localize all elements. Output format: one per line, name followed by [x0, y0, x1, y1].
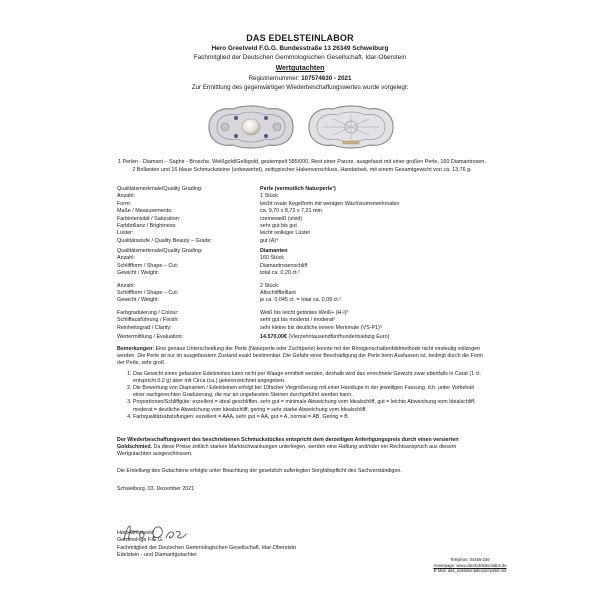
pearl-row [117, 216, 507, 223]
pearl-label: Farbbrillanz / Brightness: [117, 223, 177, 230]
pearl-value: leicht wolkiger Lüster [260, 230, 311, 237]
pearl-value: cremeweiß (vivid) [260, 215, 303, 222]
pearl-heading-value: Perle (vermutlich Naturperle¹) [260, 186, 336, 192]
diligence-statement: Die Erstellung des Gutachtens erfolgte unter Beachtung der gesetzlich auferlegten Sorgfaltspflicht des Sachverständigen. [117, 468, 402, 474]
footnote-item: 1. Das Gewicht eines gefassten Edelsteines kann nicht per Waage ermittelt werden, deshalb wird das errechnete Gewicht zwar ebenfalls in Carat (1 ct. entspricht 0,2 g) aber mit Circa (ca.) gekennzeichnet angegeben. [133, 371, 487, 385]
diamond-rose-row [117, 263, 507, 270]
diamond-quality-rows [117, 310, 507, 332]
replacement-statement-rest: Da diese Preise zeitlich starken Marktschwankungen unterliegen, werden eine Haftung und/oder ein Rechtsanspruch aus diesem Wertgutachten ausgeschlossen. [117, 444, 457, 458]
document-title: Wertgutachten [275, 65, 325, 72]
pearl-label: Farbintensität / Saturation: [117, 215, 181, 222]
diamond-rose-rows [117, 255, 507, 277]
pearl-label: Anzahl: [117, 193, 135, 200]
diamond-heading-value: Diamanten [260, 248, 288, 254]
brooch-photo-front [203, 103, 299, 151]
item-description: 1 Perlen - Diamant – Saphir - Brosche, Weißgold/Gelbgold, gestempelt 585/000, Rest einer Parure, ausgefasst mit einer großen Perle, 160 Diamantrosen, 2 Brillanten und 16 blaue Schmucksteine (unbewertet), zeittypischer Hakenverschluss, Handarbeit, mit einem Gesamtgewicht von ca. 13,76 g. [118, 159, 486, 173]
signatory-title-2: Fachmitglied der Deutschen Gemmologischen Gesellschaft, Idar-Oberstein [117, 544, 297, 551]
pearl-heading [117, 186, 507, 193]
diamond-quality-value: Weiß bis leicht getöntes Weiß+ (H-I)³ [260, 309, 349, 316]
pearl-grading [117, 186, 507, 245]
evaluation-amount: 14.570,00€ [260, 334, 287, 340]
diamond-brilliant-label: Schliffform / Shape – Cut: [117, 290, 179, 297]
evaluation-label: Wertermittlung / Evaluation: [117, 334, 184, 340]
evaluation-words: (Vierzehntausendfünfhundertsiebzig Euro) [288, 334, 390, 340]
pearl-row [117, 208, 507, 215]
remarks-text: Eine genaue Unterscheidung der Perle (Naturperle oder Zuchtperle) konnte mit der Röntgenschattenbildmethode nicht eindeutig vollzogen werden. Die Perle ist nur im ausgefasstem Zustand exakt bestimmbar. Die Gefahr einer Beschädigung der Perle beim Ausfassen ist, bedingt durch die Form der Perle, sehr groß. [117, 346, 483, 367]
diamond-quality-value: sehr gut bis moderat / moderat⁵ [260, 317, 336, 324]
lab-membership: Fachmitglied der Deutschen Gemmologischen Gesellschaft, Idar-Oberstein [193, 54, 407, 61]
pearl-row [117, 201, 507, 208]
diamond-quality-label: Farbgraduierung / Colour: [117, 309, 179, 316]
replacement-statement [117, 437, 487, 459]
diamond-brilliant-row [117, 297, 507, 304]
footnote-list [117, 371, 487, 421]
signatory-title-1: Gemmologe F.G.G. [117, 537, 164, 544]
registration-label: Registriernummer: [248, 75, 300, 82]
contact-homepage[interactable]: Homepage: www.das-Edelsteinlabor.de [433, 562, 507, 568]
pearl-label: Lüster: [117, 230, 134, 237]
signatory-name: Hero Greetveld [117, 530, 154, 536]
diamond-brilliant-label: Anzahl: [117, 282, 135, 289]
contact-email[interactable]: E-Mail: das_edelsteinlabor@ewetel.net [433, 568, 507, 574]
diamond-quality-label: Schliffausführung / Finish: [117, 317, 179, 324]
brooch-photo-back [303, 103, 399, 151]
footnote-item: 4. Farbqualitätsabstufungen: exzellent = AAA, sehr gut = AA, gut = A, normal = AB, Gering = B [133, 414, 487, 421]
diamond-rose-label: Gewicht / Weight: [117, 270, 160, 277]
pearl-rows [117, 193, 507, 245]
remarks-label: Bemerkungen: [117, 346, 155, 352]
pearl-value: gut (A)⁴ [260, 237, 279, 244]
signatory-title-3: Edelstein - und Diamantgutachter [117, 552, 198, 559]
pearl-label: Form: [117, 200, 132, 207]
pearl-value: ca. 9,70 x 8,72 x 7,21 mm [260, 208, 323, 215]
diamond-brilliant-value: je ca. 0,045 ct. = total ca. 0,09 ct.² [260, 297, 342, 304]
remarks-paragraph [117, 346, 487, 368]
document-header [0, 33, 600, 92]
diamond-brilliant-label: Gewicht / Weight: [117, 297, 160, 304]
diamond-quality-label: Reinheitsgrad / Clarity: [117, 324, 172, 331]
diamond-brilliant-rows [117, 283, 507, 305]
pearl-value: sehr gut bis gut [260, 223, 297, 230]
registration-line [0, 74, 600, 83]
pearl-label: Maße / Measurements: [117, 208, 173, 215]
lab-title: DAS EDELSTEINLABOR [246, 33, 354, 43]
pearl-value: 1 Stück [260, 193, 278, 200]
replacement-statement-bold: Der Wiederbeschaffungswert des beschriebenen Schmuckstückes entspricht dem derzeitigen Anfertigungspreis durch einen versierten Goldschmied. [117, 437, 459, 451]
diamond-heading-label: Qualitätsmerkmale/Quality Grading: [117, 248, 203, 254]
contact-phone: Telephon: 04455-236 [450, 557, 490, 562]
diamond-brilliant-row [117, 290, 507, 297]
remarks-section [117, 346, 487, 421]
diamond-rose-value: 160 Stück [260, 255, 284, 262]
date-line: Schweiburg, 03. Dezember 2021 [117, 486, 195, 492]
evaluation-row [117, 334, 507, 341]
pearl-row [117, 230, 507, 237]
diamond-brilliant-value: 2 Stück [260, 282, 278, 289]
signatory-block [117, 530, 417, 560]
diamond-rose-value: total ca. 0,20 ct.² [260, 270, 300, 277]
diamond-brilliant-value: Altschliffbrillant [260, 290, 296, 297]
lab-address: Hero Greetveld F.G.G. Bundesstraße 13 26349 Schweiburg [211, 45, 389, 52]
diamond-quality-value: sehr kleine bis deutliche innere Merkmale (VS-P1)³ [260, 324, 382, 331]
footnote-item: 3. Proportionen/Schliffgüte: exzellent = ideal geschliffen, sehr gut = minimale Abweichung vom Idealschliff, gut = leichte Abweichung vom Idealschliff, moderat = deutliche Abweichung vom Idealschliff, gering = sehr starke Abweichung vom Idealschliff. [133, 399, 487, 413]
diamond-brilliant-row [117, 283, 507, 290]
diamond-heading [117, 248, 507, 255]
registration-number: 107574630 - 2021 [301, 75, 352, 82]
diamond-quality-row [117, 310, 507, 317]
pearl-heading-label: Qualitätsmerkmale/Quality Grading: [117, 186, 203, 192]
diamond-rose-row [117, 255, 507, 262]
pearl-value: leicht ovale Kegelform mit wenigen Wachstumsmerkmalen [260, 200, 400, 207]
diamond-rose-value: Diamantrosenschliff [260, 262, 308, 269]
footnote-item: 2. Die Bewertung von Diamanten / Edelsteinen erfolgt bei 10facher Vergrößerung mit einer Handlupe in der jeweiligen Fassung, d.h. unter Vorbehalt einer sachgerechten Graduierung, die nur an ungefassten Steinen durchgeführt werden kann. [133, 385, 487, 399]
pearl-row [117, 238, 507, 245]
diamond-quality-row [117, 325, 507, 332]
diamond-quality-row [117, 317, 507, 324]
diamond-grading [117, 248, 507, 332]
brooch-photos [0, 103, 600, 151]
pearl-row [117, 223, 507, 230]
diamond-rose-label: Schliffform / Shape – Cut: [117, 262, 179, 269]
pearl-row [117, 193, 507, 200]
pearl-label: Qualitätsstufe / Quality Beauty – Grade: [117, 237, 212, 244]
contact-block [390, 557, 550, 574]
diamond-rose-row [117, 270, 507, 277]
purpose-line: Zur Ermittlung des gegenwärtigen Wiederbeschaffungswertes wurde vorgelegt: [191, 84, 409, 91]
diamond-rose-label: Anzahl: [117, 255, 135, 262]
